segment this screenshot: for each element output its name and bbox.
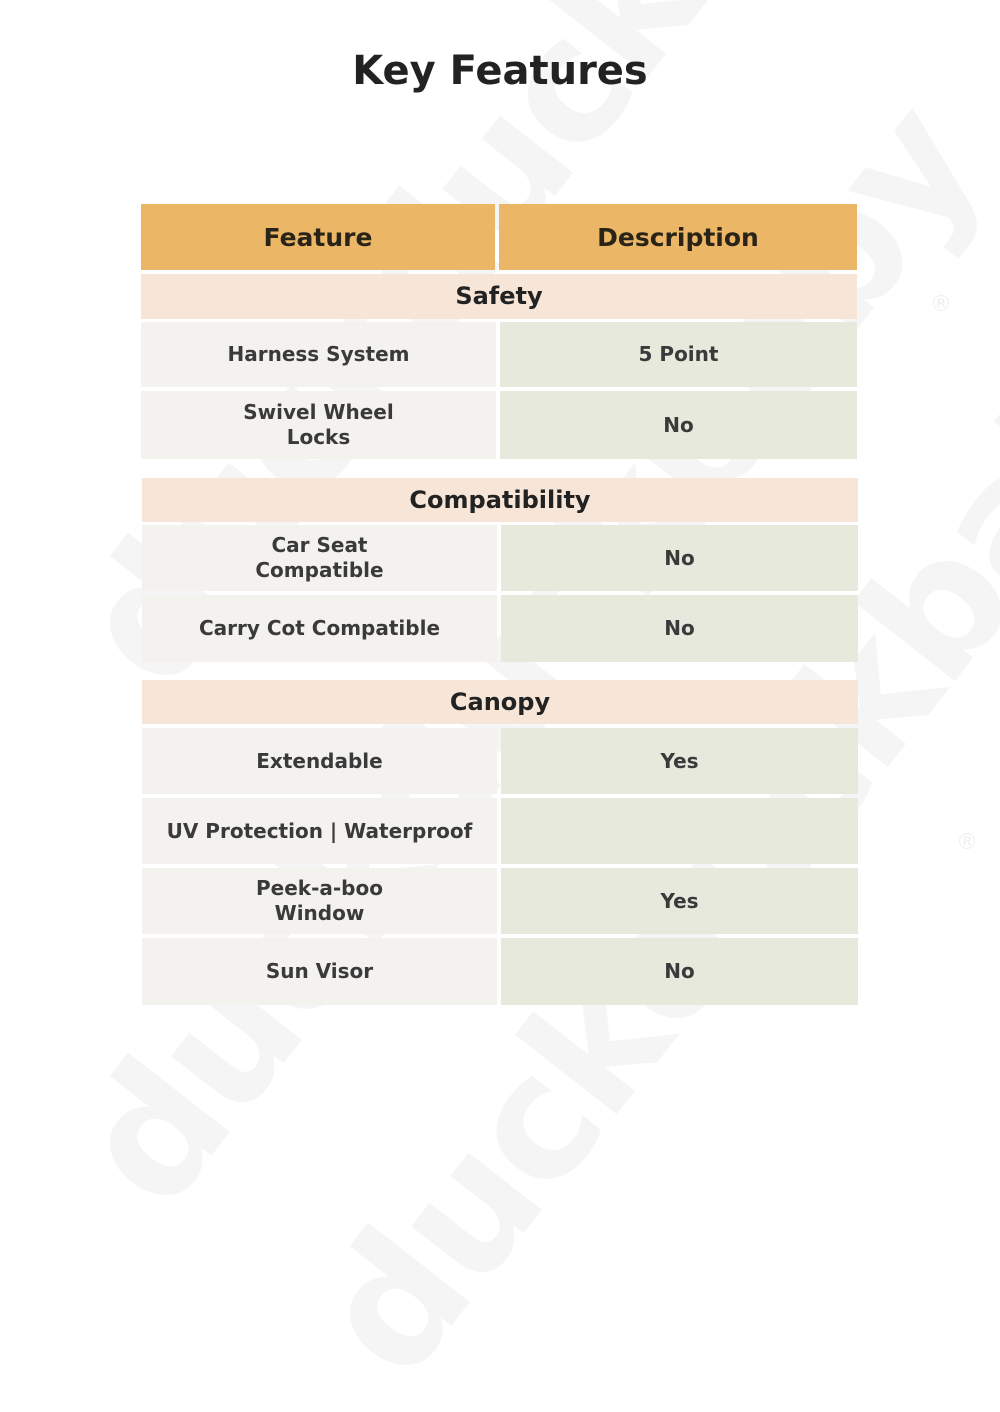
description-cell: No [501,595,858,662]
header-feature: Feature [141,204,495,270]
description-cell: Yes [501,868,858,934]
feature-cell: Carry Cot Compatible [142,595,497,662]
feature-cell: Sun Visor [142,938,497,1005]
page-title: Key Features [352,48,648,94]
feature-cell: Peek-a-boo Window [142,868,497,934]
description-cell: No [500,391,857,459]
header-description: Description [499,204,857,270]
description-cell [501,798,858,864]
description-cell: No [501,938,858,1005]
registered-mark: ® [956,830,978,855]
feature-cell: Swivel Wheel Locks [141,391,496,459]
description-cell: No [501,525,858,591]
description-cell: 5 Point [500,322,857,387]
feature-cell: Harness System [141,322,496,387]
feature-cell: Car Seat Compatible [142,525,497,591]
section-safety: Safety [141,274,857,319]
section-canopy: Canopy [142,680,858,724]
registered-mark: ® [930,292,952,317]
description-cell: Yes [501,728,858,794]
section-compatibility: Compatibility [142,478,858,522]
feature-cell: UV Protection | Waterproof [142,798,497,864]
feature-cell: Extendable [142,728,497,794]
